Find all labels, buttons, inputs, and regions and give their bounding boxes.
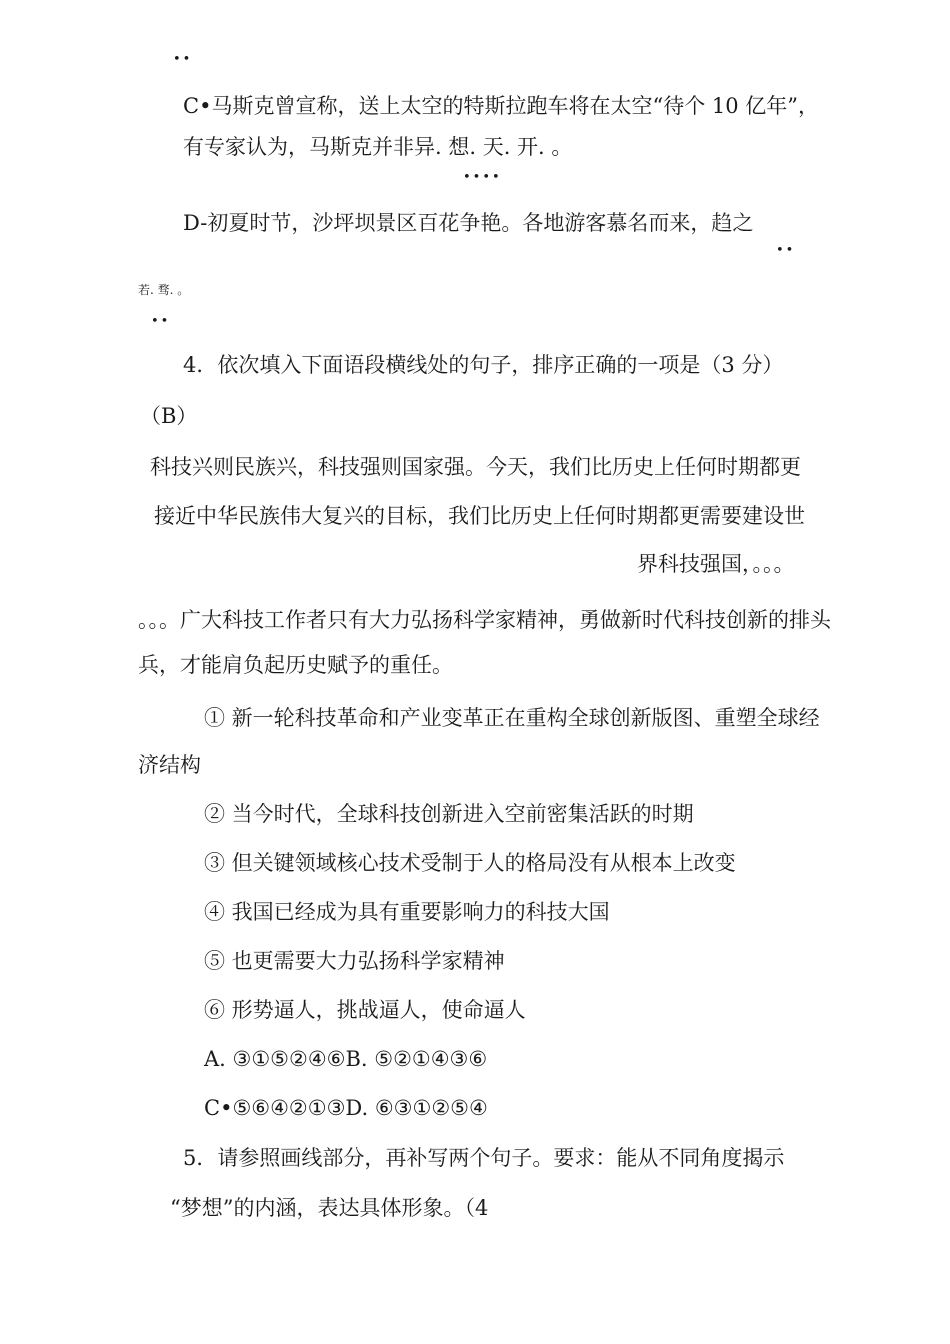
passage-line: 接近中华民族伟大复兴的目标，我们比历史上任何时期都更需要建设世 [154, 504, 805, 528]
option-d-line-1: D-初夏时节，沙坪坝景区百花争艳。各地游客慕名而来，趋之 [183, 211, 754, 235]
option-c-line-1: C•马斯克曾宣称，送上太空的特斯拉跑车将在太空“待个 10 亿年”， [183, 94, 819, 118]
emphasis-dots: •• [173, 52, 193, 67]
passage-line: 科技兴则民族兴，科技强则国家强。今天，我们比历史上任何时期都更 [150, 455, 801, 479]
emphasis-dots: •• [151, 314, 171, 329]
passage-line: 兵，才能肩负起历史赋予的重任。 [138, 653, 453, 677]
question-4-stem: 4．依次填入下面语段横线处的句子，排序正确的一项是（3 分） [183, 353, 784, 377]
option-c-line-2: 有专家认为，马斯克并非异. 想. 天. 开. 。 [183, 135, 573, 159]
emphasis-dots: •••• [463, 170, 502, 185]
sentence-item: ① 新一轮科技革命和产业变革正在重构全球创新版图、重塑全球经 [204, 706, 820, 730]
question-5-stem: “梦想”的内涵，表达具体形象。（4 [170, 1196, 489, 1220]
sentence-item: ⑤ 也更需要大力弘扬科学家精神 [204, 949, 505, 973]
answer-choices: C•⑤⑥④②①③D. ⑥③①②⑤④ [204, 1096, 488, 1120]
question-5-stem: 5．请参照画线部分，再补写两个句子。要求：能从不同角度揭示 [183, 1146, 785, 1170]
sentence-item: ② 当今时代，全球科技创新进入空前密集活跃的时期 [204, 802, 694, 826]
option-d-line-2: 若. 骛. 。 [138, 283, 190, 297]
emphasis-dots: •• [776, 243, 796, 258]
sentence-item: ③ 但关键领域核心技术受制于人的格局没有从根本上改变 [204, 851, 736, 875]
sentence-item: ⑥ 形势逼人，挑战逼人，使命逼人 [204, 998, 526, 1022]
sentence-item: ④ 我国已经成为具有重要影响力的科技大国 [204, 900, 610, 924]
passage-line: 。。。广大科技工作者只有大力弘扬科学家精神，勇做新时代科技创新的排头 [138, 608, 831, 632]
sentence-item: 济结构 [138, 753, 201, 777]
passage-line: 界科技强国，。。。 [637, 552, 795, 576]
answer-choices: A. ③①⑤②④⑥B. ⑤②①④③⑥ [204, 1047, 488, 1071]
question-4-answer: （B） [140, 404, 198, 428]
